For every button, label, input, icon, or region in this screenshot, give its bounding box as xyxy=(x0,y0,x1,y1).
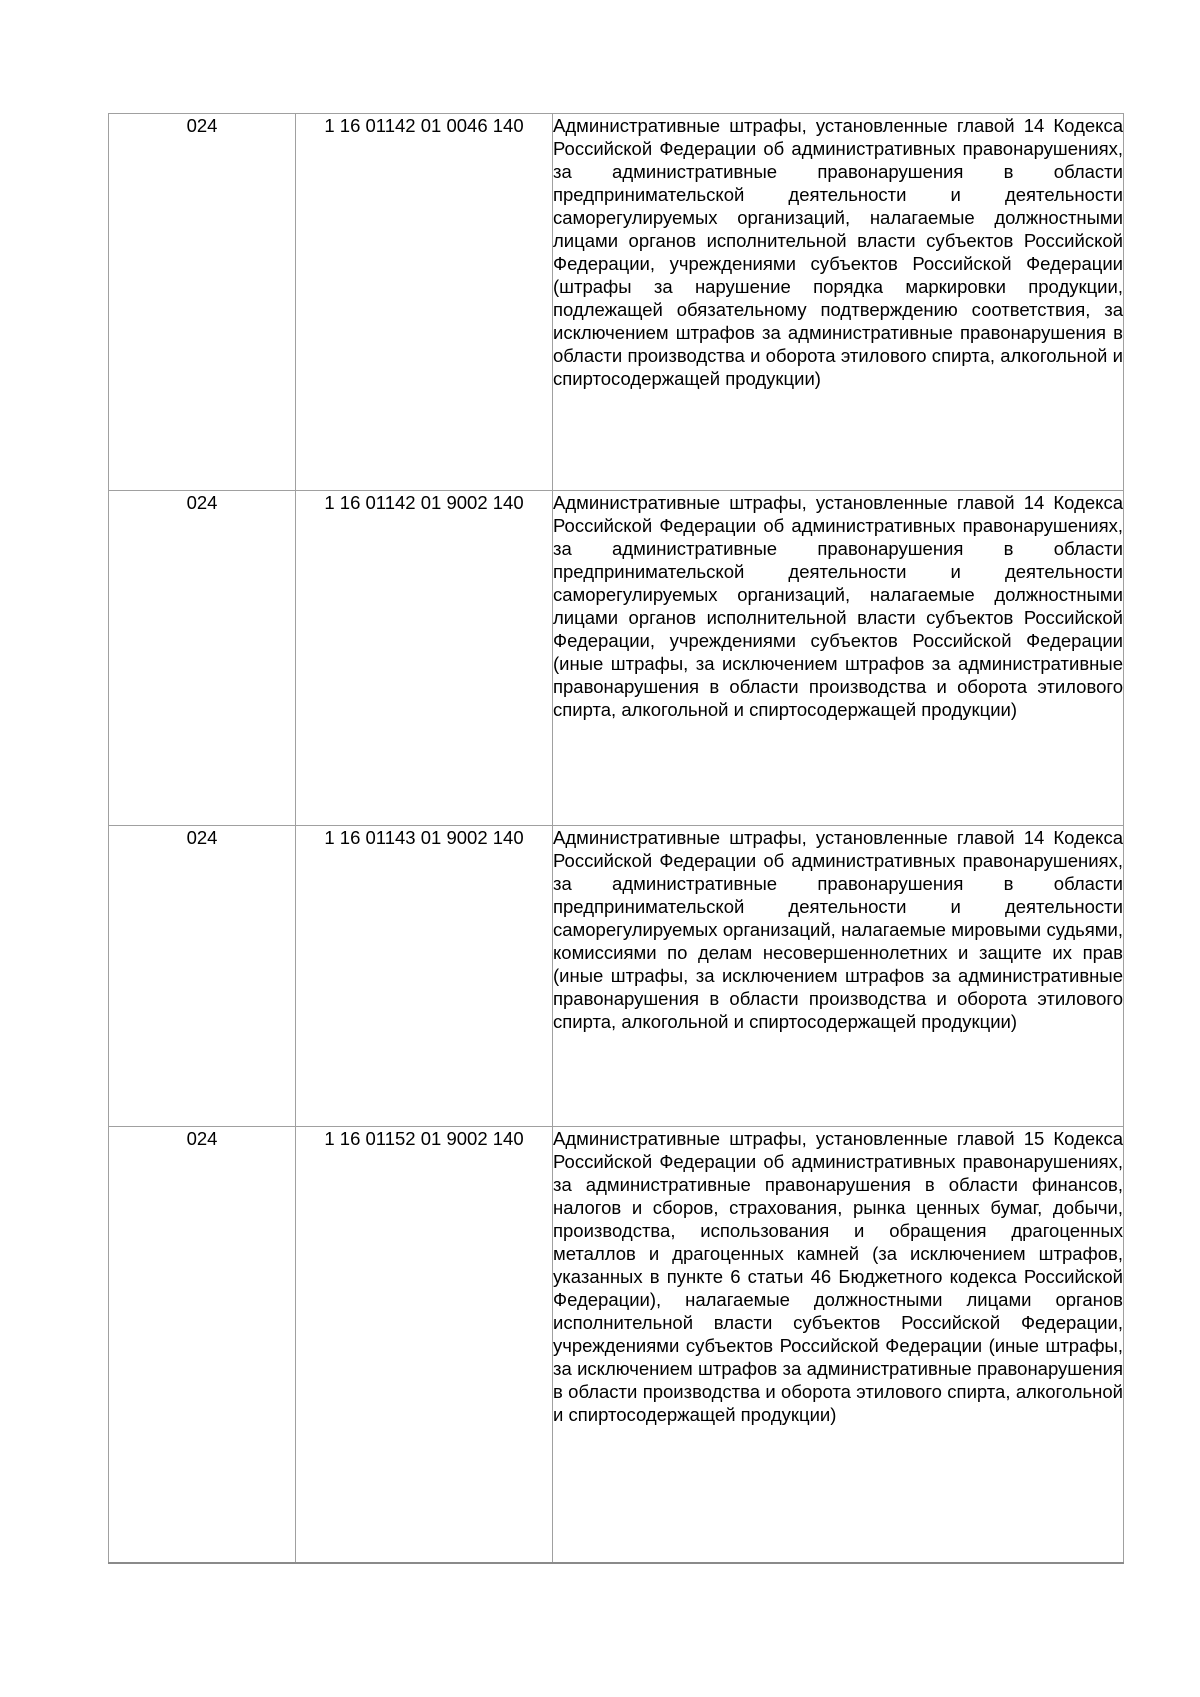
table-row xyxy=(109,114,1124,491)
description-cell: Административные штрафы, установленные главой 14 Кодекса Российской Федерации об административных правонарушениях, за административные правонарушения в области предпринимательской деятельности и деятельности саморегулируемых организаций, налагаемые мировыми судьями, комиссиями по делам несовершеннолетних и защите их прав (иные штрафы, за исключением штрафов за административные правонарушения в области производства и оборота этилового спирта, алкогольной и спиртосодержащей продукции) xyxy=(553,826,1124,1127)
kbk-code-cell: 1 16 01142 01 9002 140 xyxy=(296,491,553,826)
description-cell: Административные штрафы, установленные главой 14 Кодекса Российской Федерации об административных правонарушениях, за административные правонарушения в области предпринимательской деятельности и деятельности саморегулируемых организаций, налагаемые должностными лицами органов исполнительной власти субъектов Российской Федерации, учреждениями субъектов Российской Федерации (штрафы за нарушение порядка маркировки продукции, подлежащей обязательному подтверждению соответствия, за исключением штрафов за административные правонарушения в области производства и оборота этилового спирта, алкогольной и спиртосодержащей продукции) xyxy=(553,114,1124,491)
budget-revenue-codes-table xyxy=(108,113,1124,1564)
admin-code-cell: 024 xyxy=(109,826,296,1127)
admin-code-cell: 024 xyxy=(109,491,296,826)
kbk-code-cell: 1 16 01152 01 9002 140 xyxy=(296,1127,553,1563)
description-cell: Административные штрафы, установленные главой 15 Кодекса Российской Федерации об административных правонарушениях, за административные правонарушения в области финансов, налогов и сборов, страхования, рынка ценных бумаг, добычи, производства, использования и обращения драгоценных металлов и драгоценных камней (за исключением штрафов, указанных в пункте 6 статьи 46 Бюджетного кодекса Российской Федерации), налагаемые должностными лицами органов исполнительной власти субъектов Российской Федерации, учреждениями субъектов Российской Федерации (иные штрафы, за исключением штрафов за административные правонарушения в области производства и оборота этилового спирта, алкогольной и спиртосодержащей продукции) xyxy=(553,1127,1124,1563)
description-cell: Административные штрафы, установленные главой 14 Кодекса Российской Федерации об административных правонарушениях, за административные правонарушения в области предпринимательской деятельности и деятельности саморегулируемых организаций, налагаемые должностными лицами органов исполнительной власти субъектов Российской Федерации, учреждениями субъектов Российской Федерации (иные штрафы, за исключением штрафов за административные правонарушения в области производства и оборота этилового спирта, алкогольной и спиртосодержащей продукции) xyxy=(553,491,1124,826)
kbk-code-cell: 1 16 01142 01 0046 140 xyxy=(296,114,553,491)
admin-code-cell: 024 xyxy=(109,114,296,491)
kbk-code-cell: 1 16 01143 01 9002 140 xyxy=(296,826,553,1127)
admin-code-cell: 024 xyxy=(109,1127,296,1563)
table-row xyxy=(109,826,1124,1127)
table-row xyxy=(109,1127,1124,1563)
table-row xyxy=(109,491,1124,826)
